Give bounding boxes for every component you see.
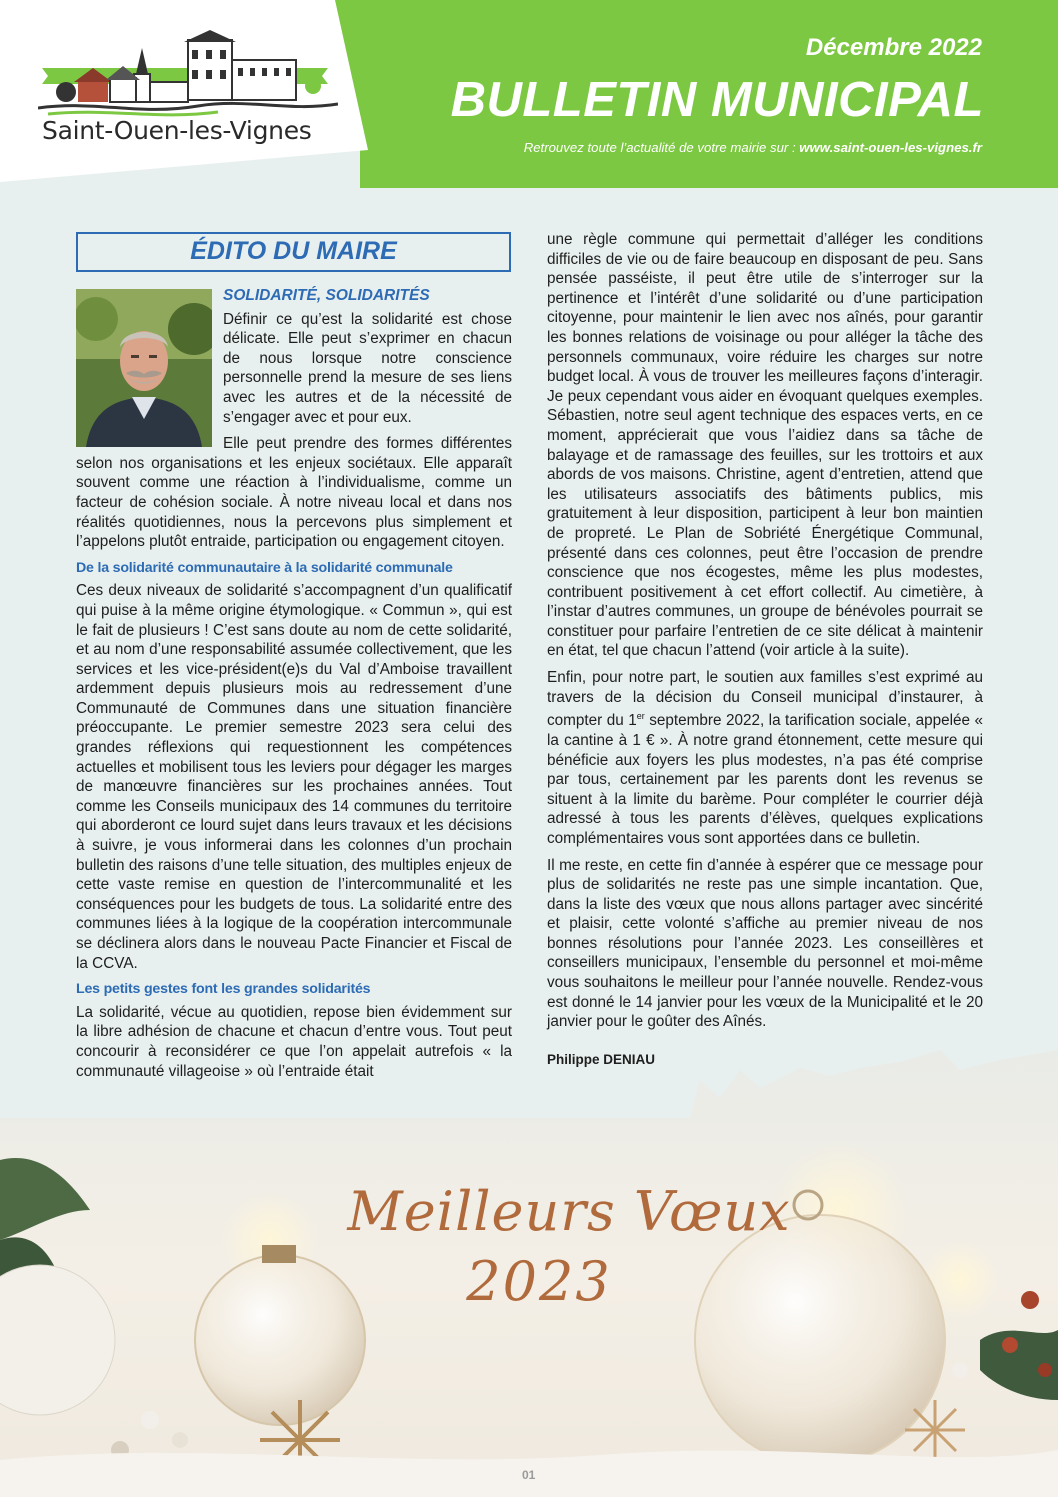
edito-title-box bbox=[76, 232, 511, 272]
edito-title: ÉDITO DU MAIRE bbox=[190, 237, 397, 266]
edito-paragraph: Définir ce qu’est la solidarité est chose délicate. Elle peut s’exprimer en chacun de nous lorsque notre conscience personnelle prend la mesure de ses liens avec les autres et de la nécessité de s’engager avec et pour eux. bbox=[223, 310, 512, 426]
greeting-line-1: Meilleurs Vœux bbox=[347, 1180, 791, 1243]
mayor-signature: Philippe DENIAU bbox=[547, 1051, 656, 1067]
edito-subtitle: SOLIDARITÉ, SOLIDARITÉS bbox=[223, 287, 430, 304]
issue-date: Décembre 2022 bbox=[805, 34, 982, 61]
paragraph-text: septembre 2022, la tarification sociale, appelée « la cantine à 1 € ». À notre grand étonnement, cette mesure qui bénéficie aux foyers les plus modestes, n’a pas été comprise par tous, certainement par les parents dont les revenus se situent à la limite du barème. Pour compléter le courrier déjà adressé à tous les parents d’élèves, quelques explications complémentaires vous sont apportées dans ce bulletin. bbox=[547, 712, 983, 847]
logo-town-name: Saint-Ouen-les-Vignes bbox=[42, 116, 312, 145]
tagline-text: Retrouvez toute l’actualité de votre mairie sur : bbox=[523, 140, 800, 155]
portrait-image-icon bbox=[76, 289, 212, 447]
section-heading: Les petits gestes font les grandes solidarités bbox=[76, 981, 371, 998]
bulletin-title: BULLETIN MUNICIPAL bbox=[450, 73, 984, 127]
page-number: 01 bbox=[522, 1468, 536, 1482]
edito-paragraph: La solidarité, vécue au quotidien, repose bien évidemment sur la libre adhésion de chacune et chacun d’entre vous. Tout peut concourir à reconsidérer ce que l’on appelait autrefois « la communauté villageoise » où l’entraide était bbox=[76, 1003, 512, 1080]
right-column bbox=[547, 230, 983, 1069]
greeting-year: 2023 bbox=[466, 1250, 612, 1313]
edito-paragraph: Elle peut prendre des formes différentes selon nos organisations et les enjeux sociétaux. Elle apparaît souvent comme une réaction à l’individualisme, comme un facteur de cohésion sociale. À notre niveau local et dans nos réalités quotidiennes, nous la percevons plus simplement et l’appelons plutôt entraide, participation ou engagement citoyen. bbox=[76, 435, 512, 551]
edito-paragraph bbox=[547, 668, 983, 848]
website-link[interactable]: www.saint-ouen-les-vignes.fr bbox=[799, 140, 982, 155]
section-heading: De la solidarité communautaire à la solidarité communale bbox=[76, 559, 453, 576]
ordinal-suffix: er bbox=[636, 711, 645, 722]
edito-paragraph: Il me reste, en cette fin d’année à espérer que ce message pour plus de solidarités ne reste pas une simple incantation. Que, dans la liste des vœux que nous allons partager avec sincérité et plaisir, cette volonté s’affiche au premier niveau de nos bonnes résolutions pour l’année 2023. Les conseillères et conseillers municipaux, l’ensemble du personnel et moi-même vous souhaitons le meilleur pour l’année nouvelle. Rendez-vous est donné le 14 janvier pour les vœux de la Municipalité et le 20 janvier pour le goûter des Aînés. bbox=[547, 856, 983, 1031]
left-column bbox=[76, 232, 512, 1088]
page-header bbox=[0, 0, 1058, 188]
paragraph-text: Enfin, pour notre part, le soutien aux familles s’est exprimé au travers de la décision du Conseil municipal d’instaurer, à compter du 1 bbox=[547, 669, 983, 730]
edito-paragraph: Ces deux niveaux de solidarité s’accompagnent d’un qualificatif qui puise à la même origine étymologique. « Commun », qui est le fait de plusieurs ! C’est sans doute au nom de cette solidarité, et au nom d’une responsabilité assumée collectivement, que les services et les vice-président(e)s du Val d’Amboise travaillent ardemment depuis plusieurs mois au redressement d’une Communauté de Communes dans une situation financière préoccupante. Le premier semestre 2023 sera celui des grandes réflexions qui requestionnent les compétences actuelles et mobilisent tous les leviers pour dégager les marges de manœuvre financières sur les prochaines années. Tout comme les Conseils municipaux des 14 communes du territoire qui aborderont ce lourd sujet dans leurs travaux et les décisions à suivre, je vous informerai dans les colonnes d’un prochain bulletin des raisons d’une telle situation, des multiples enjeux de cette vaste remise en question de l’intercommunalité et les conséquences pour les budgets de tous. La solidarité entre des communes liées à la logique de la coopération intercommunale se déclinera alors dans le nouveau Pacte Financier et Fiscal de la CCVA. bbox=[76, 582, 512, 972]
header-tagline bbox=[524, 140, 982, 155]
edito-paragraph: une règle commune qui permettait d’alléger les conditions difficiles de vie ou de faire beaucoup en disposant de peu. Sans pensée passéiste, il peut être utile de s’interroger sur la pertinence et l’intérêt d’une solidarité ou d’une participation citoyenne, pour maintenir le lien avec nos aînés, pour garantir les bonnes relations de voisinage ou pour alléger la tâche des personnels communaux, voire réduire les charges sur notre budget local. À vous de trouver les meilleures façons d’interagir. Je peux cependant vous aider en évoquant quelques exemples. Sébastien, notre seul agent technique des espaces verts, en ce moment, apprécierait que vous l’aidiez dans sa tâche de balayage et de ramassage des feuilles, sur les trottoirs et aux abords de vos maisons. Christine, agent d’entretien, attend que les utilisateurs associatifs des bâtiments publics, mis gratuitement à leur disposition, participent à leur bon maintien de propreté. Le Plan de Sobriété Énergétique Communal, présenté dans ces colonnes, peut être l’occasion de prendre conscience que nos écogestes, même les plus modestes, contribuent positivement à cet effort collectif. Au cimetière, à l’instar d’autres communes, un groupe de bénévoles pourrait se constituer pour parfaire l’entretien de ce site délicat à maintenir en état, tel que chacun l’attend (voir article à la suite). bbox=[547, 231, 983, 660]
mayor-photo bbox=[76, 289, 212, 447]
